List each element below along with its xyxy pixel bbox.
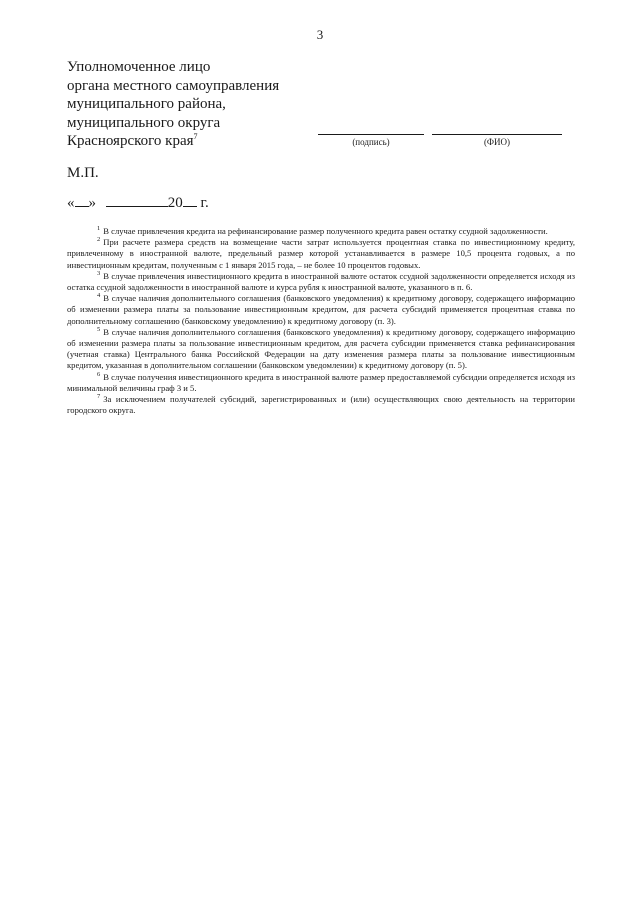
full-name-caption: (ФИО): [483, 137, 511, 147]
footnote-number: 1: [97, 225, 101, 233]
footnote: [67, 394, 575, 416]
date-line: [67, 194, 209, 212]
day-blank: [75, 194, 89, 207]
official-title-line: муниципального округа: [67, 114, 221, 131]
footnote-text: В случае наличия дополнительного соглашения (банковского уведомления) к кредитному договору, содержащего информацию об изменении размера платы за пользование инвестиционным кредитом, для расчета субсидий применяется процентная ставка по дополнительному соглашению (банковскому уведомлению) к кредитному договору (п. 3).: [67, 293, 575, 326]
footnote-number: 6: [97, 370, 101, 378]
official-title-line: Уполномоченное лицо: [67, 59, 211, 75]
year-prefix: 20: [167, 195, 183, 211]
footnote-number: 2: [97, 236, 101, 244]
official-region: Красноярского края: [67, 133, 194, 149]
footnote-text: В случае получения инвестиционного кредита в иностранной валюте размер предоставляемой субсидии определяется исходя из минимальной величины граф 3 и 5.: [67, 371, 575, 393]
footnote: [67, 372, 575, 394]
signature-block: [318, 134, 568, 164]
footnote-number: 7: [97, 393, 101, 401]
footnote: [67, 271, 575, 293]
full-name-field: [432, 134, 562, 164]
official-title-line: [67, 132, 279, 151]
footnote-number: 4: [97, 292, 101, 300]
footnote: [67, 293, 575, 327]
footnote: [67, 237, 575, 271]
date-open-quote: «: [67, 195, 75, 211]
year-blank: [183, 194, 197, 207]
footnote-text: В случае привлечения кредита на рефинансирование размер полученного кредита равен остатку ссудной задолженности.: [103, 226, 548, 236]
month-blank: [106, 194, 168, 207]
footnote: [67, 226, 575, 237]
footnote-reference: 7: [193, 132, 198, 141]
seal-placeholder: М.П.: [67, 165, 99, 181]
year-suffix: г.: [200, 195, 209, 211]
footnotes-section: [67, 226, 575, 416]
footnote-number: 3: [97, 269, 101, 277]
date-close-quote: »: [88, 195, 96, 211]
signature-line: [318, 134, 424, 135]
full-name-line: [432, 134, 562, 135]
official-title-line: органа местного самоуправления: [67, 77, 280, 94]
page-number: 3: [316, 27, 324, 42]
footnote-text: В случае наличия дополнительного соглашения (банковского уведомления) к кредитному договору, содержащего информацию об изменении размера платы за пользование инвестиционным кредитом, для расчета субсидии применяется ставка рефинансирования (учетная ставка) Центрального банка Российской Федерации на дату изменения размера платы за пользование инвестиционным кредитом, указанная в дополнительном соглашении (банковском уведомлении) к кредитному договору (п. 5).: [67, 326, 575, 371]
signature-field: [318, 134, 424, 164]
footnote: [67, 327, 575, 372]
official-title-line: муниципального района,: [67, 96, 226, 112]
signature-caption: (подпись): [352, 137, 390, 147]
official-signatory-block: [67, 58, 279, 151]
footnote-text: В случае привлечения инвестиционного кредита в иностранной валюте остаток ссудной задолженности определяется исходя из остатка ссудной задолженности в иностранной валюте и курса рубля к иностранной валюте, указанного в п. 6.: [67, 270, 575, 293]
footnote-number: 5: [97, 325, 101, 333]
footnote-text: При расчете размера средств на возмещение части затрат используется процентная ставка по инвестиционному кредиту, привлеченному в иностранной валюте, предельный размер которой устанавливается в размере 10,5 процента годовых, а по инвестиционным кредитам, полученным с 1 января 2015 года, – не более 10 процентов годовых.: [67, 237, 575, 270]
footnote-text: За исключением получателей субсидий, зарегистрированных и (или) осуществляющих свою деятельность на территории городского округа.: [67, 394, 575, 416]
